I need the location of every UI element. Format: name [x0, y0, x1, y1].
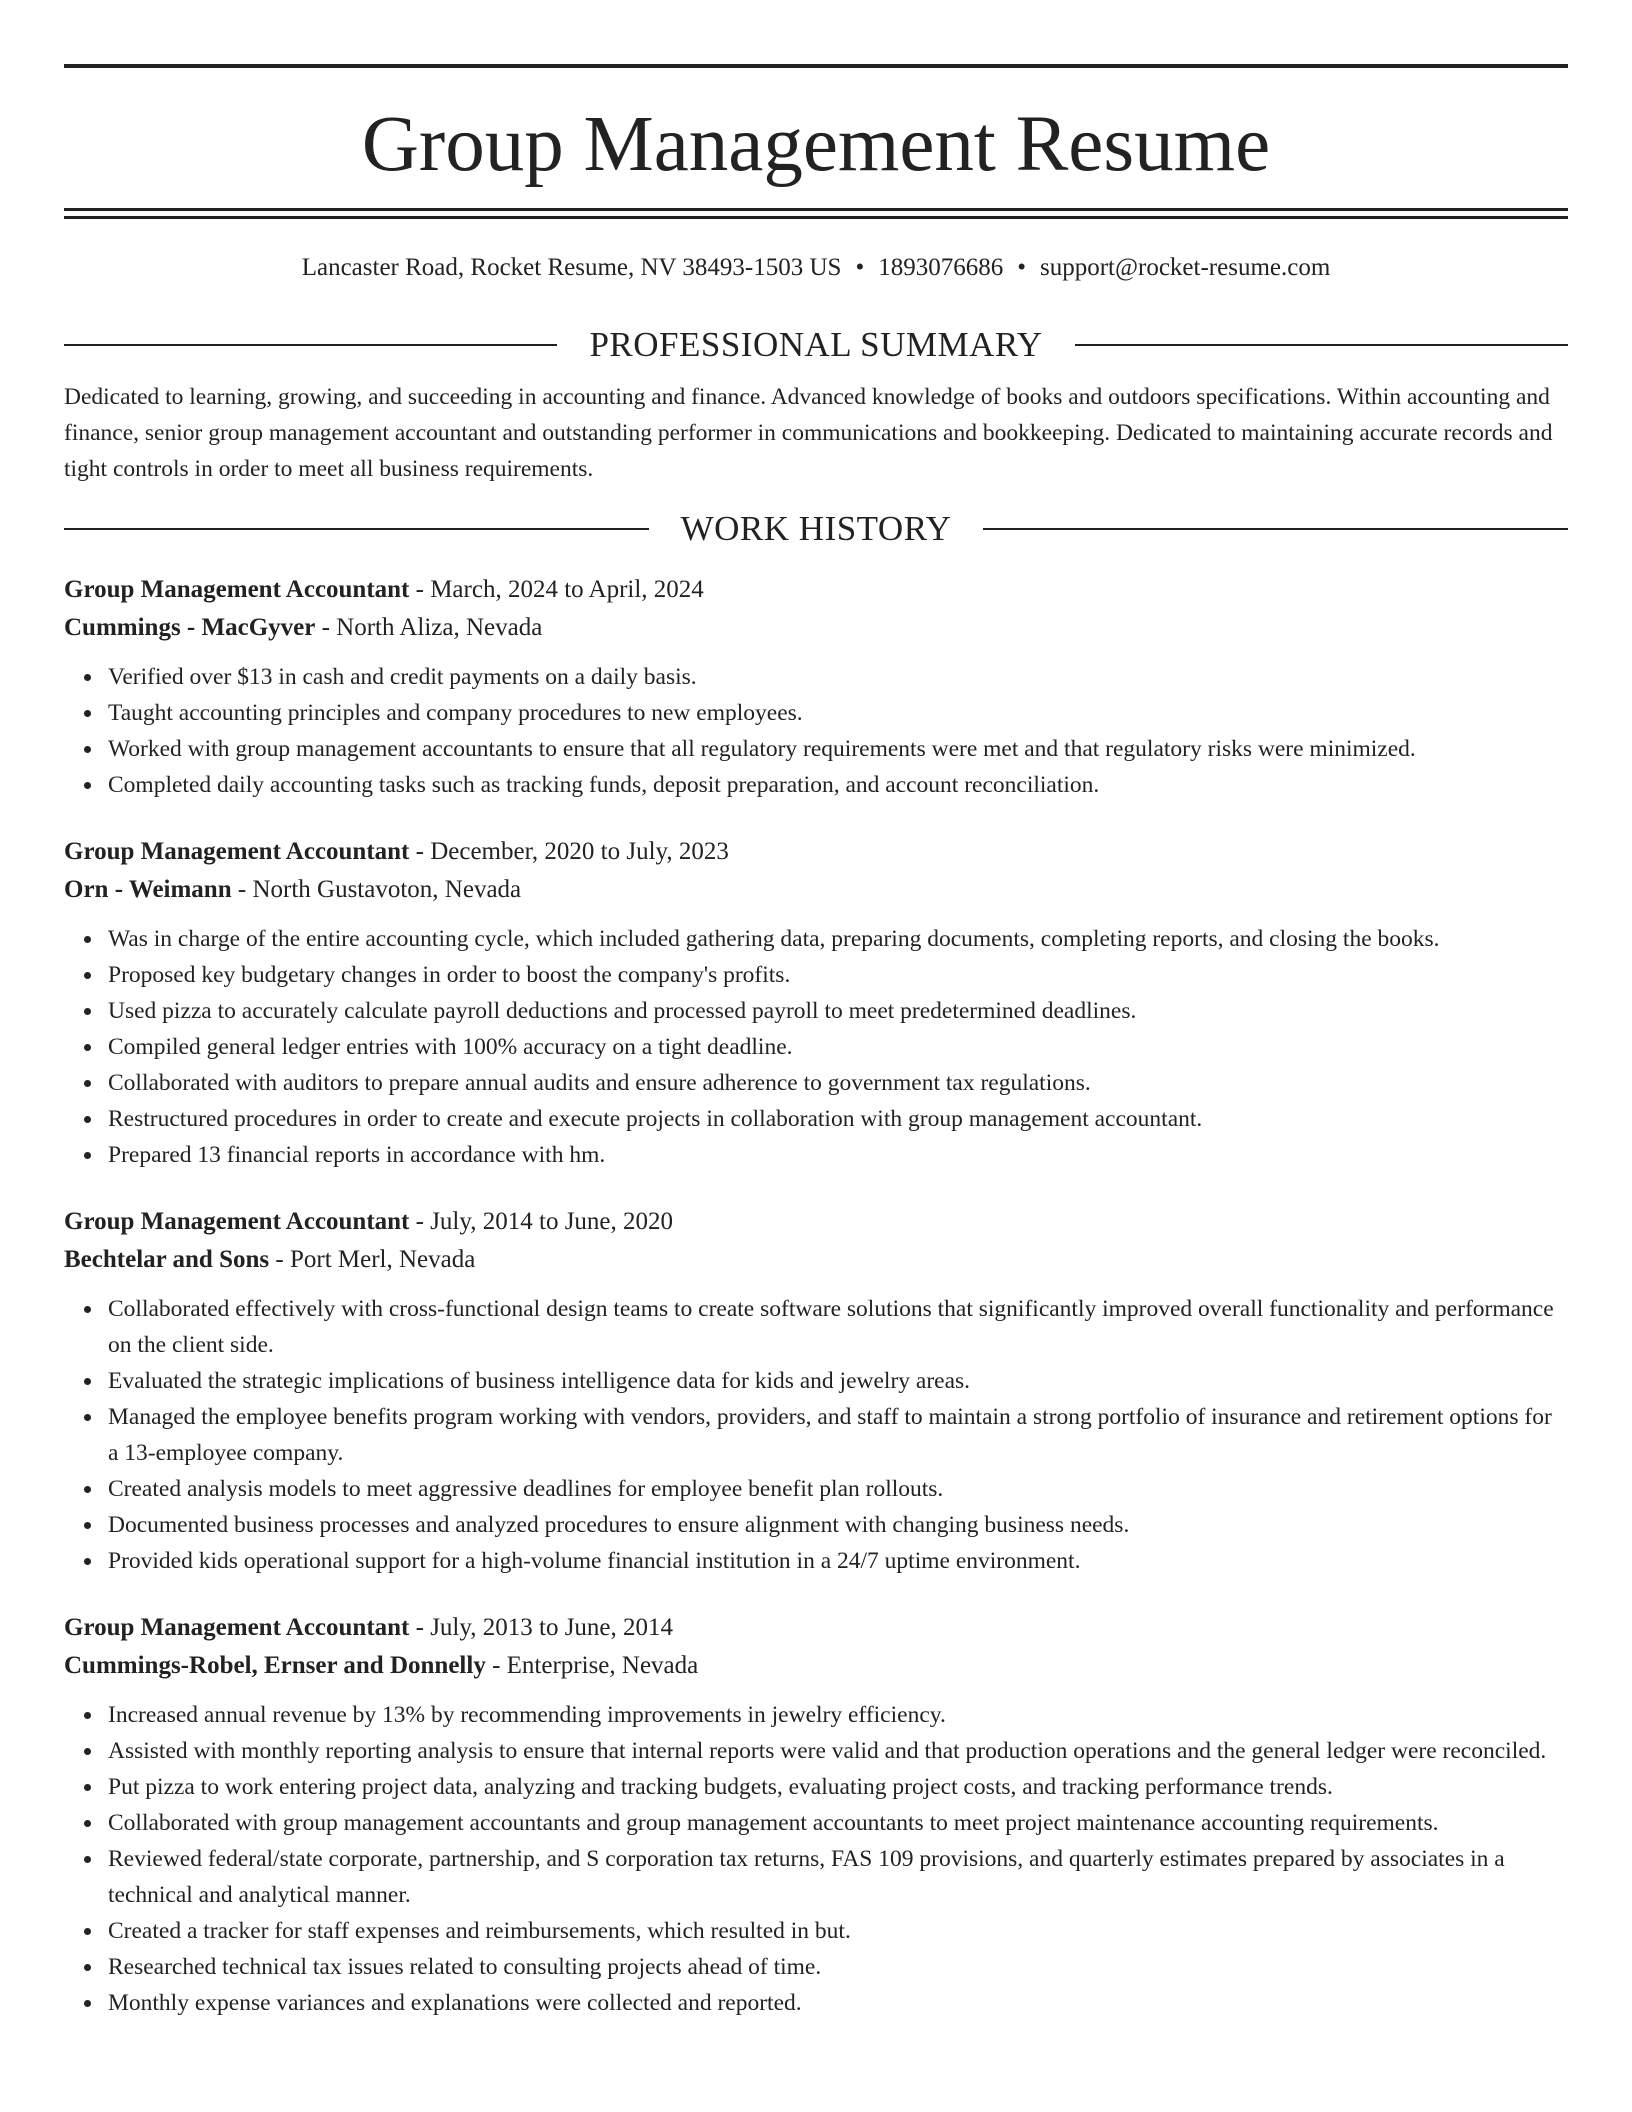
duty-item: Created a tracker for staff expenses and reimbursements, which resulted in but.: [108, 1913, 1568, 1949]
job-company: Bechtelar and Sons: [64, 1246, 270, 1273]
job-title-line: [64, 1203, 1568, 1241]
section-heading-summary: [64, 323, 1568, 367]
duty-item: Verified over $13 in cash and credit payments on a daily basis.: [108, 659, 1568, 695]
job-company-line: [64, 609, 1568, 647]
job-title: Group Management Accountant: [64, 1614, 410, 1641]
duty-item: Compiled general ledger entries with 100% accuracy on a tight deadline.: [108, 1029, 1568, 1065]
duty-item: Increased annual revenue by 13% by recommending improvements in jewelry efficiency.: [108, 1697, 1568, 1733]
duty-item: Assisted with monthly reporting analysis to ensure that internal reports were valid and that production operations and the general ledger were reconciled.: [108, 1733, 1568, 1769]
duty-item: Researched technical tax issues related to consulting projects ahead of time.: [108, 1949, 1568, 1985]
heading-rule-left: [64, 344, 557, 346]
header-top-rule: [64, 64, 1568, 68]
contact-phone: 1893076686: [878, 254, 1004, 281]
duty-item: Restructured procedures in order to create and execute projects in collaboration with group management accountant.: [108, 1101, 1568, 1137]
duty-item: Was in charge of the entire accounting cycle, which included gathering data, preparing documents, completing reports, and closing the books.: [108, 921, 1568, 957]
job-dates: - December, 2020 to July, 2023: [409, 838, 729, 865]
job-duties-list: [64, 659, 1568, 803]
job-entry: [64, 1609, 1568, 2021]
job-title-line: [64, 571, 1568, 609]
duty-item: Worked with group management accountants to ensure that all regulatory requirements were met and that regulatory risks were minimized.: [108, 731, 1568, 767]
summary-text: Dedicated to learning, growing, and succeeding in accounting and finance. Advanced knowledge of books and outdoors specifications. Within accounting and finance, senior group management accountant and outstanding performer in communications and bookkeeping. Dedicated to maintaining accurate records and tight controls in order to meet all business requirements.: [64, 384, 1553, 482]
duty-item: Put pizza to work entering project data, analyzing and tracking budgets, evaluating project costs, and tracking performance trends.: [108, 1769, 1568, 1805]
job-title: Group Management Accountant: [64, 838, 410, 865]
resume-title: Group Management Resume: [361, 101, 1271, 188]
contact-separator: •: [1017, 254, 1026, 281]
contact-email: support@rocket-resume.com: [1039, 254, 1331, 281]
job-dates: - July, 2013 to June, 2014: [409, 1614, 674, 1641]
job-dates: - March, 2024 to April, 2024: [409, 576, 704, 603]
job-location: - North Aliza, Nevada: [315, 614, 543, 641]
duty-item: Completed daily accounting tasks such as tracking funds, deposit preparation, and account reconciliation.: [108, 767, 1568, 803]
section-heading-work-history: [64, 507, 1568, 551]
section-title-work-history: WORK HISTORY: [680, 509, 952, 548]
job-company: Cummings-Robel, Ernser and Donnelly: [64, 1652, 486, 1679]
job-duties-list: [64, 1291, 1568, 1579]
job-company: Cummings - MacGyver: [64, 614, 316, 641]
job-entry: [64, 833, 1568, 1173]
job-title-line: [64, 1609, 1568, 1647]
duty-item: Collaborated with auditors to prepare annual audits and ensure adherence to government tax regulations.: [108, 1065, 1568, 1101]
job-company-line: [64, 1241, 1568, 1279]
duty-item: Documented business processes and analyzed procedures to ensure alignment with changing business needs.: [108, 1507, 1568, 1543]
duty-item: Evaluated the strategic implications of business intelligence data for kids and jewelry areas.: [108, 1363, 1568, 1399]
duty-item: Used pizza to accurately calculate payroll deductions and processed payroll to meet predetermined deadlines.: [108, 993, 1568, 1029]
job-company-line: [64, 1647, 1568, 1685]
duty-item: Collaborated effectively with cross-functional design teams to create software solutions that significantly improved overall functionality and performance on the client side.: [108, 1291, 1568, 1363]
duty-item: Managed the employee benefits program working with vendors, providers, and staff to maintain a strong portfolio of insurance and retirement options for a 13-employee company.: [108, 1399, 1568, 1471]
job-title: Group Management Accountant: [64, 576, 410, 603]
job-entry: [64, 571, 1568, 803]
contact-line: [64, 253, 1568, 283]
job-title-line: [64, 833, 1568, 871]
resume-page: [64, 0, 1568, 2021]
duty-item: Monthly expense variances and explanations were collected and reported.: [108, 1985, 1568, 2021]
heading-rule-left: [64, 528, 649, 530]
section-title-summary: PROFESSIONAL SUMMARY: [589, 325, 1043, 364]
heading-rule-right: [983, 528, 1568, 530]
job-duties-list: [64, 921, 1568, 1173]
duty-item: Collaborated with group management accountants and group management accountants to meet project maintenance accounting requirements.: [108, 1805, 1568, 1841]
job-title: Group Management Accountant: [64, 1208, 410, 1235]
duty-item: Prepared 13 financial reports in accordance with hm.: [108, 1137, 1568, 1173]
job-location: - Enterprise, Nevada: [485, 1652, 699, 1679]
job-dates: - July, 2014 to June, 2020: [409, 1208, 674, 1235]
job-entry: [64, 1203, 1568, 1579]
duty-item: Provided kids operational support for a high-volume financial institution in a 24/7 uptime environment.: [108, 1543, 1568, 1579]
job-company: Orn - Weimann: [64, 876, 232, 903]
duty-item: Taught accounting principles and company procedures to new employees.: [108, 695, 1568, 731]
job-duties-list: [64, 1697, 1568, 2021]
duty-item: Reviewed federal/state corporate, partnership, and S corporation tax returns, FAS 109 provisions, and quarterly estimates prepared by associates in a technical and analytical manner.: [108, 1841, 1568, 1913]
job-location: - North Gustavoton, Nevada: [231, 876, 522, 903]
heading-rule-right: [1075, 344, 1568, 346]
header-double-rule: [64, 208, 1568, 219]
duty-item: Created analysis models to meet aggressive deadlines for employee benefit plan rollouts.: [108, 1471, 1568, 1507]
job-company-line: [64, 871, 1568, 909]
duty-item: Proposed key budgetary changes in order to boost the company's profits.: [108, 957, 1568, 993]
contact-address: Lancaster Road, Rocket Resume, NV 38493-1503 US: [301, 254, 842, 281]
contact-separator: •: [855, 254, 865, 281]
job-location: - Port Merl, Nevada: [269, 1246, 476, 1273]
